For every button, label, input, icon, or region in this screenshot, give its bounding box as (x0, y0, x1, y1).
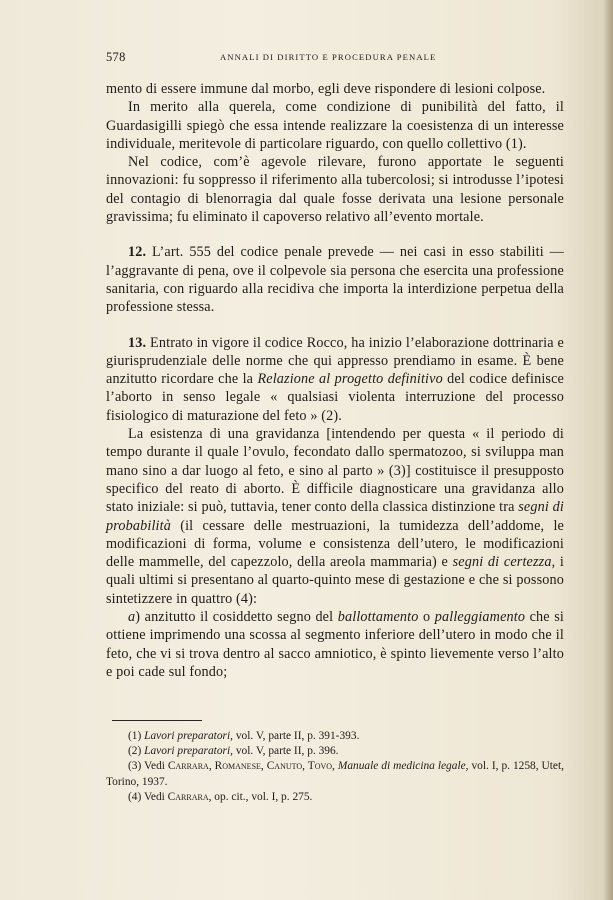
section-13-text-a: Entrato in vigore il codice Rocco, ha inizio l’elaborazione dottrinaria e giurisprudenziale delle norme che qui appresso prendiamo in esame. È bene anzitutto ricordare che la (106, 334, 564, 388)
footnote-4 (106, 790, 564, 805)
list-item-a-text-c: che si ottiene imprimendo una scossa al segmento inferiore dell’utero in modo che il feto, che vi si trova dentro al sacco amniotico, è spinto lievemente verso l’alto e poi cade sul fondo; (106, 609, 565, 680)
footnote-3-rest: , vol. I, p. 1258, Utet, Torino, 1937. (106, 760, 564, 788)
footnote-1-number: (1) (128, 730, 142, 742)
gravidanza-italic-probabilita: segni di probabilità (106, 499, 564, 534)
list-item-a-italic-ballottamento: ballottamento (337, 609, 419, 626)
section-13-italic-title: Relazione al progetto definitivo (257, 371, 443, 388)
paragraph-continuation: mento di essere immune dal morbo, egli deve rispondere di lesioni colpose. (106, 81, 546, 97)
page-number: 578 (106, 50, 126, 64)
gravidanza-text-a: La esistenza di una gravidanza [intendendo per questa « il periodo di tempo durante il quale l’ovulo, fecondato dallo spermatozoo, si sviluppa man mano sino a dar luogo al feto, e sino al parto » (3)] costituisce il presupposto specifico del reato di aborto. È difficile diagnosticare una gravidanza allo stato iniziale: si può, tuttavia, tener conto della classica distinzione tra (106, 426, 564, 516)
page-edge-shadow (603, 0, 613, 900)
footnote-4-rest: , op. cit., vol. I, p. 275. (208, 790, 313, 803)
paragraph-querela: In merito alla querela, come condizione di punibilità del fatto, il Guardasigilli spiegò che essa intende realizzare la coesistenza di un interesse individuale, meritevole di particolare riguardo, con quello collettivo (1). (106, 99, 564, 152)
footnote-2-number: (2) (128, 745, 142, 758)
section-13-number: 13. (128, 334, 147, 351)
section-12 (106, 243, 564, 316)
footnote-divider (112, 720, 202, 721)
gravidanza-text-c: , i quali ultimi si presentano al quarto-quinto mese di gestazione e che si possono sintetizzere in quattro (4): (106, 554, 564, 607)
list-item-a-text-a: ) anzitutto il cosiddetto segno del (135, 609, 338, 626)
footnote-3 (106, 759, 564, 789)
list-item-a-text-b: o (418, 609, 435, 626)
footnote-2-rest: , vol. V, parte II, p. 396. (230, 745, 339, 758)
footnote-3-authors: Carrara, Romanese, Canuto, Tovo (167, 760, 333, 773)
list-item-a (106, 608, 564, 681)
paragraph-innovazioni: Nel codice, com’è agevole rilevare, furono apportate le seguenti innovazioni: fu soppresso il riferimento alla tubercolosi; si introdusse l’ipotesi del contagio di blenorragia dal quale fosse derivata una lesione personale gravissima; fu eliminato il capoverso relativo all’evento mortale. (106, 154, 564, 226)
footnote-2-title: Lavori preparatori (144, 745, 231, 758)
footnote-4-author: Carrara (167, 790, 209, 803)
footnote-4-pre: Vedi (141, 790, 168, 803)
running-head (106, 50, 564, 66)
footnote-3-title: Manuale di medicina legale (337, 760, 466, 773)
footnotes (106, 729, 564, 805)
footnote-3-pre: Vedi (141, 760, 168, 773)
footnote-1 (106, 729, 564, 744)
footnote-1-rest: , vol. V, parte II, p. 391-393. (230, 730, 360, 742)
section-13 (106, 334, 564, 425)
section-12-number: 12. (128, 244, 147, 261)
running-title: ANNALI DI DIRITTO E PROCEDURA PENALE (220, 52, 437, 62)
gravidanza-italic-certezza: segni di certezza (452, 554, 552, 571)
section-12-text: L’art. 555 del codice penale prevede — nei casi in esso stabiliti — l’aggravante di pena, ove il colpevole sia persona che esercita una professione sanitaria, con riguardo alla recidiva che importa la interdizione perpetua della professione stessa. (106, 244, 564, 316)
footnote-3-separator: , (332, 760, 338, 773)
list-item-a-italic-palleggiamento: palleggiamento (434, 609, 526, 626)
body-text (106, 80, 564, 681)
footnote-4-number: (4) (128, 790, 142, 803)
footnote-3-number: (3) (128, 760, 142, 773)
gravidanza-text-b: (il cessare delle mestruazioni, la tumidezza dell’addome, le modificazioni di forma, volume e consistenza dell’utero, le modificazioni delle mammelle, del capezzolo, della areola mammaria) e (106, 517, 564, 571)
list-item-a-label: a (128, 609, 136, 626)
paragraph-gravidanza (106, 425, 564, 608)
section-13-text-b: del codice definisce l’aborto in senso legale « qualsiasi violenta interruzione del processo fisiologico di maturazione del feto » (2). (106, 371, 564, 424)
footnote-1-title: Lavori preparatori (144, 730, 231, 742)
footnote-2 (106, 744, 564, 759)
